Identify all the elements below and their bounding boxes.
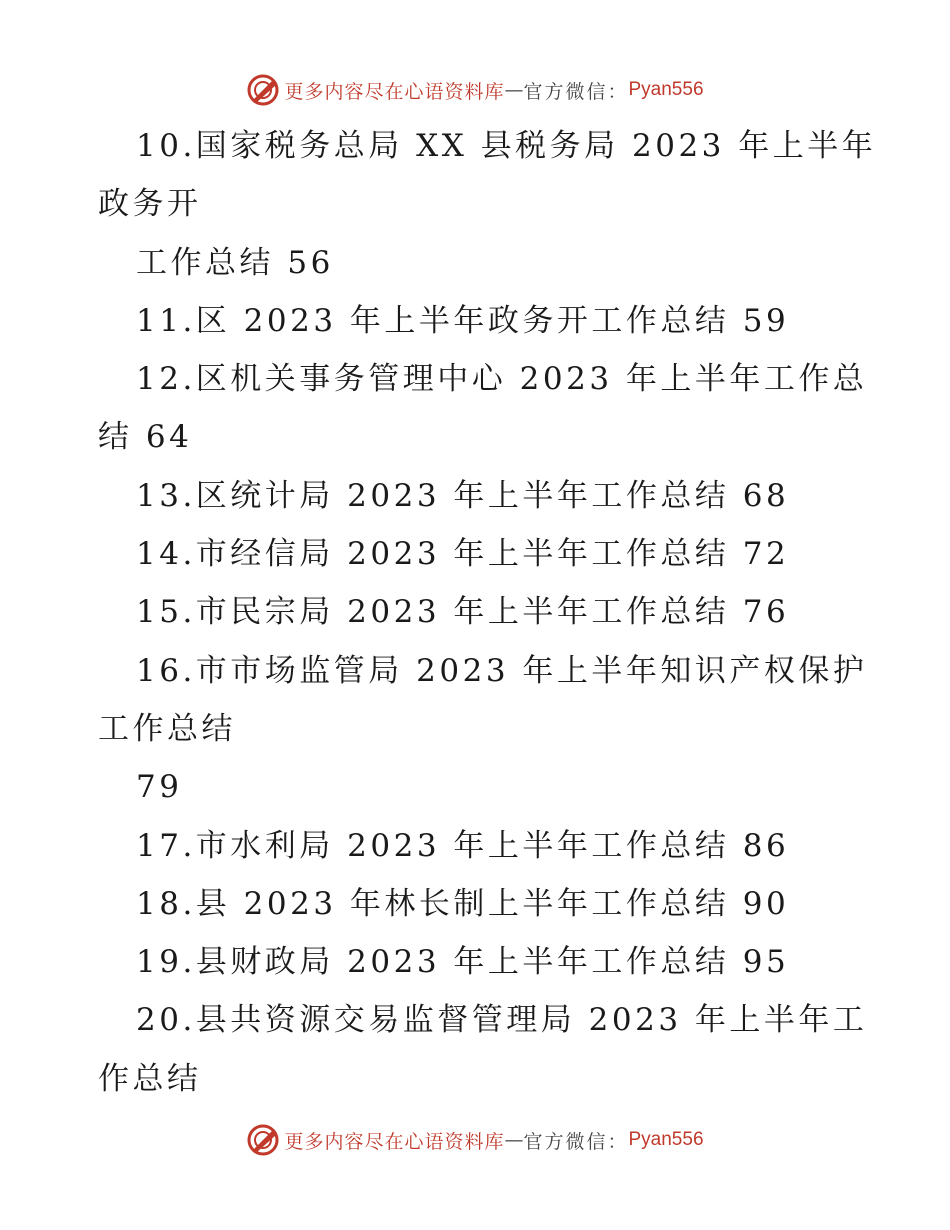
header-watermark: [0, 70, 950, 110]
toc-line: 作总结: [98, 1060, 202, 1097]
watermark-wechat-label: 官方微信：: [523, 1130, 629, 1153]
toc-line: 工作总结 56: [136, 244, 334, 281]
toc-line: 18.县 2023 年林长制上半年工作总结 90: [136, 885, 790, 922]
toc-line: 17.市水利局 2023 年上半年工作总结 86: [136, 827, 790, 864]
watermark-dash: —: [504, 79, 524, 101]
toc-line: 79: [136, 769, 183, 806]
toc-line: 13.区统计局 2023 年上半年工作总结 68: [136, 477, 790, 514]
footer-watermark: [0, 1120, 950, 1160]
toc-line: 工作总结: [98, 710, 236, 747]
watermark-wechat-label: 官方微信：: [523, 80, 629, 103]
toc-line: 结 64: [98, 419, 193, 456]
watermark-site-text: 更多内容尽在心语资料库: [284, 80, 505, 103]
toc-line: 20.县共资源交易监督管理局 2023 年上半年工: [136, 1002, 868, 1039]
toc-line: 16.市市场监管局 2023 年上半年知识产权保护: [136, 652, 868, 689]
watermark-wechat-id: Pyan556: [628, 1129, 704, 1150]
watermark-site-text: 更多内容尽在心语资料库: [284, 1130, 505, 1153]
watermark-wechat-id: Pyan556: [628, 79, 704, 100]
toc-line: 12.区机关事务管理中心 2023 年上半年工作总: [136, 361, 868, 398]
toc-line: 政务开: [98, 186, 202, 223]
toc-line: 19.县财政局 2023 年上半年工作总结 95: [136, 944, 790, 981]
toc-line: 11.区 2023 年上半年政务开工作总结 59: [136, 302, 790, 339]
logo-icon: [246, 1123, 280, 1157]
toc-line: 15.市民宗局 2023 年上半年工作总结 76: [136, 594, 790, 631]
toc-line: 14.市经信局 2023 年上半年工作总结 72: [136, 536, 790, 573]
toc-list: [98, 117, 877, 1108]
logo-icon: [246, 73, 280, 107]
watermark-dash: —: [504, 1129, 524, 1151]
toc-line: 10.国家税务总局 XX 县税务局 2023 年上半年: [136, 128, 877, 164]
